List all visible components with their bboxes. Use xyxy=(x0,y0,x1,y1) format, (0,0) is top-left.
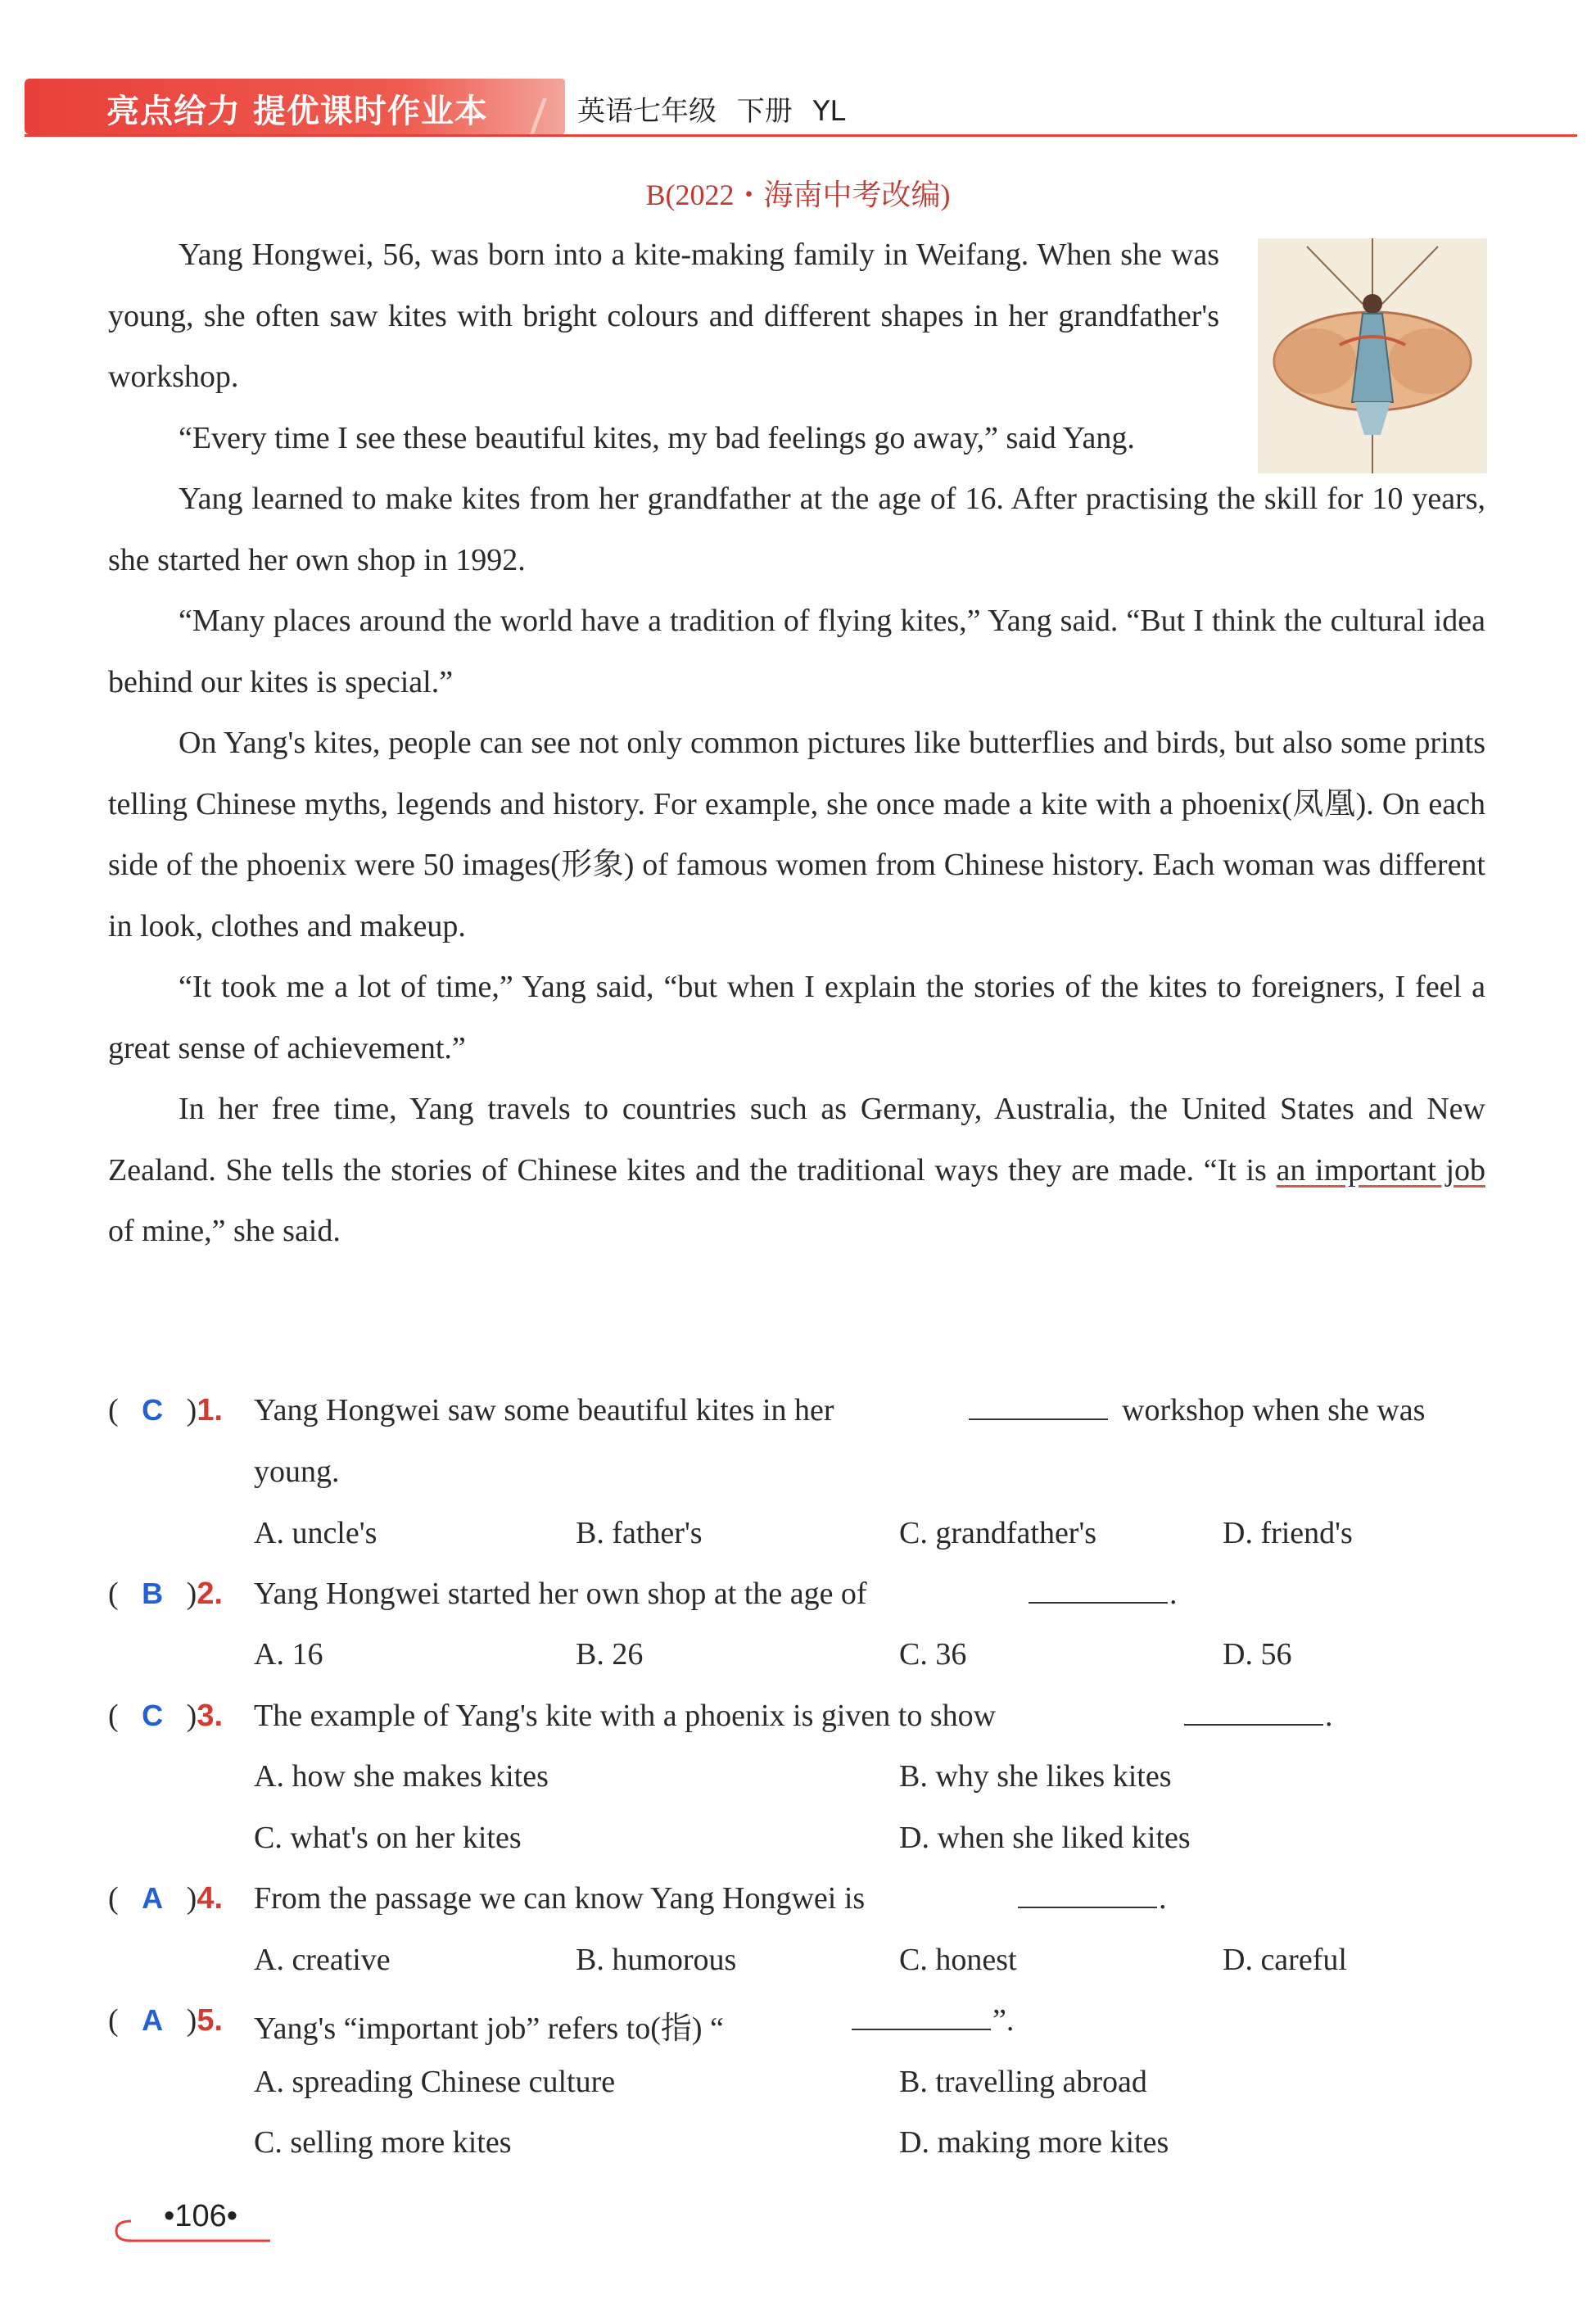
page-number: •106• xyxy=(164,2199,238,2233)
answer-blank xyxy=(1029,1576,1168,1612)
paragraph: “Every time I see these beautiful kites, my bad feelings go away,” said Yang. xyxy=(179,420,1135,455)
question-text: . xyxy=(1159,1881,1167,1916)
answer-blank xyxy=(969,1392,1108,1428)
question-text: Yang Hongwei started her own shop at the age of xyxy=(254,1577,867,1611)
option-c[interactable]: C. 36 xyxy=(899,1637,967,1672)
option-b[interactable]: B. why she likes kites xyxy=(899,1759,1172,1794)
paragraph: In her free time, Yang travels to countries such as Germany, Australia, the United States and New Zealand. She tells the stories of Chinese kites and the traditional ways they are made. “It is an important job of mine,” she said. xyxy=(108,1092,1485,1248)
question-text: . xyxy=(1325,1699,1333,1733)
option-a[interactable]: A. spreading Chinese culture xyxy=(254,2065,616,2099)
answer-bracket: ( B )2. xyxy=(108,1577,224,1611)
question-text: workshop when she was xyxy=(1122,1393,1426,1427)
question-4 xyxy=(108,1880,224,1916)
answer-bracket: ( C )1. xyxy=(108,1393,224,1427)
question-text: young. xyxy=(254,1455,340,1489)
answer-bracket: ( C )3. xyxy=(108,1699,224,1733)
option-a[interactable]: A. how she makes kites xyxy=(254,1759,549,1794)
option-c[interactable]: C. selling more kites xyxy=(254,2125,512,2160)
option-d[interactable]: D. careful xyxy=(1223,1943,1347,1977)
option-b[interactable]: B. humorous xyxy=(576,1943,737,1977)
paragraph: “Many places around the world have a tradition of flying kites,” Yang said. “But I think the cultural idea behind our kites is special.” xyxy=(108,604,1485,699)
answer-blank xyxy=(1184,1698,1323,1734)
option-c[interactable]: C. honest xyxy=(899,1943,1017,1977)
answer-bracket: ( A )4. xyxy=(108,1881,224,1916)
question-text: From the passage we can know Yang Hongwei is xyxy=(254,1881,866,1916)
option-a[interactable]: A. creative xyxy=(254,1943,391,1977)
answer-bracket: ( A )5. xyxy=(108,2003,224,2038)
option-a[interactable]: A. 16 xyxy=(254,1637,323,1672)
important-job-phrase: an important job xyxy=(1276,1152,1485,1188)
question-text: . xyxy=(1169,1577,1178,1611)
option-c[interactable]: C. grandfather's xyxy=(899,1516,1097,1550)
option-b[interactable]: B. 26 xyxy=(576,1637,644,1672)
series-title: 亮点给力 提优课时作业本 xyxy=(106,93,488,130)
answer-letter: C xyxy=(142,1393,164,1427)
question-3 xyxy=(108,1698,224,1734)
answer-blank xyxy=(852,2002,991,2038)
header-rule xyxy=(25,134,1577,137)
answer-letter: B xyxy=(142,1577,164,1610)
reading-passage xyxy=(108,224,1485,1262)
option-b[interactable]: B. travelling abroad xyxy=(899,2065,1147,2099)
answer-letter: A xyxy=(142,1881,164,1915)
option-d[interactable]: D. when she liked kites xyxy=(899,1821,1191,1855)
question-5 xyxy=(108,2002,224,2038)
paragraph: Yang learned to make kites from her grandfather at the age of 16. After practising the skill for 10 years, she started her own shop in 1992. xyxy=(108,482,1485,577)
answer-letter: A xyxy=(142,2003,164,2037)
answer-letter: C xyxy=(142,1699,164,1732)
section-title: B(2022・海南中考改编) xyxy=(645,179,951,211)
option-a[interactable]: A. uncle's xyxy=(254,1516,378,1550)
paragraph: “It took me a lot of time,” Yang said, “but when I explain the stories of the kites to foreigners, I feel a great sense of achievement.” xyxy=(108,970,1485,1066)
question-text: The example of Yang's kite with a phoenix is given to show xyxy=(254,1699,997,1733)
question-text: ”. xyxy=(992,2003,1015,2038)
question-2 xyxy=(108,1576,224,1612)
question-text: Yang's “important job” refers to(指) “ xyxy=(254,2011,724,2046)
question-text: Yang Hongwei saw some beautiful kites in her xyxy=(254,1393,834,1427)
question-1 xyxy=(108,1392,224,1428)
paragraph: Yang Hongwei, 56, was born into a kite-making family in Weifang. When she was young, she often saw kites with bright colours and different shapes in her grandfather's workshop. xyxy=(108,238,1219,394)
answer-blank xyxy=(1018,1880,1157,1916)
option-d[interactable]: D. 56 xyxy=(1223,1637,1292,1672)
option-d[interactable]: D. making more kites xyxy=(899,2125,1169,2160)
option-d[interactable]: D. friend's xyxy=(1223,1516,1353,1550)
paragraph: On Yang's kites, people can see not only common pictures like butterflies and birds, but also some prints telling Chinese myths, legends and history. For example, she once made a kite with a phoenix(凤凰). On each side of the phoenix were 50 images(形象) of famous women from Chinese history. Each woman was different in look, clothes and makeup. xyxy=(108,726,1485,943)
option-b[interactable]: B. father's xyxy=(576,1516,703,1550)
option-c[interactable]: C. what's on her kites xyxy=(254,1821,522,1855)
book-subtitle: 英语七年级 下册 YL xyxy=(577,95,846,128)
